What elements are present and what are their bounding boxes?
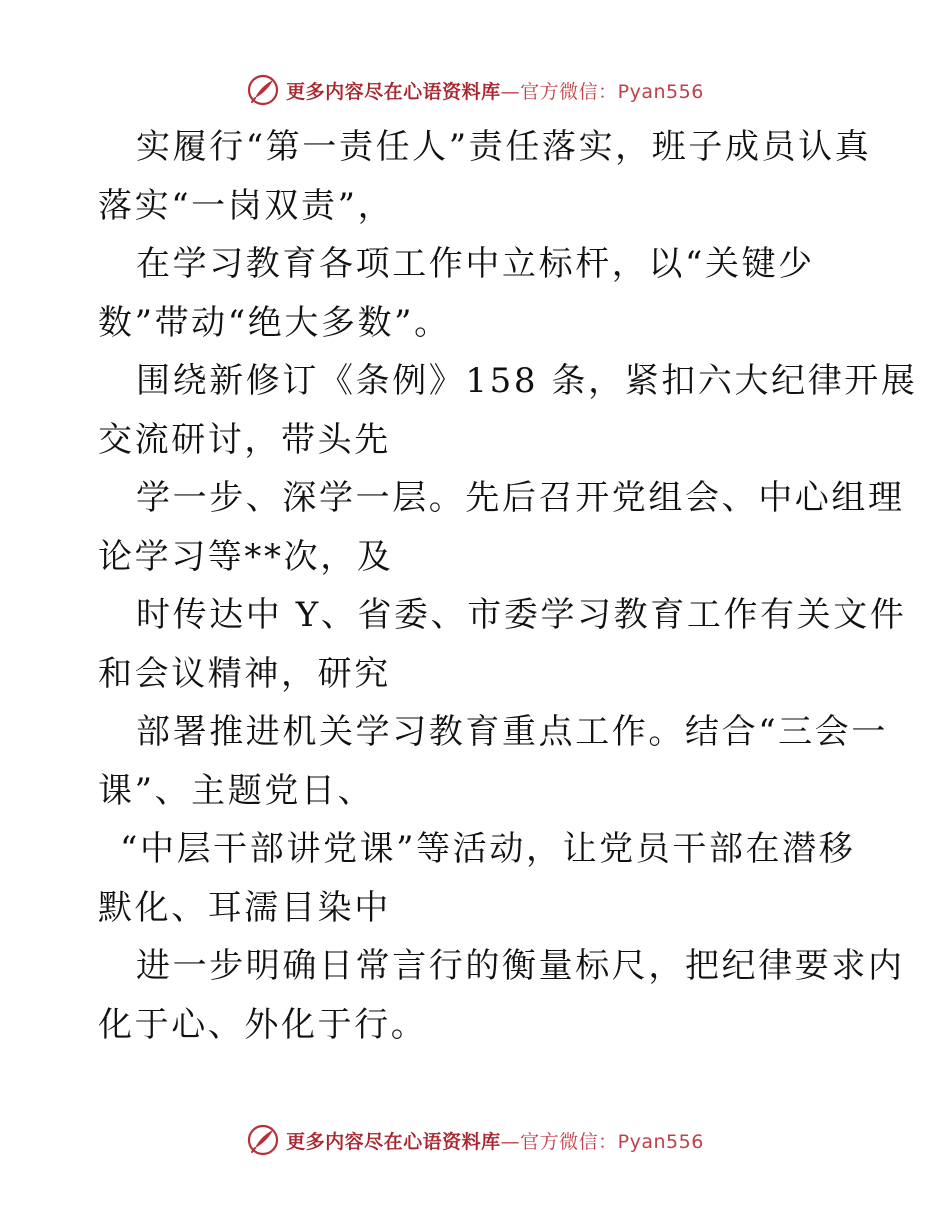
text-line: 落实“一岗双责”， xyxy=(98,185,395,226)
text-line: 课”、主题党日、 xyxy=(98,770,375,811)
header-brand: 更多内容尽在心语资料库 xyxy=(286,80,501,103)
text-line: 在学习教育各项工作中立标杆，以“关键少 xyxy=(136,244,815,284)
text-line: 学一步、深学一层。先后召开党组会、中心组理 xyxy=(136,478,905,518)
footer-brand: 更多内容尽在心语资料库 xyxy=(286,1130,501,1153)
feather-pen-logo-icon xyxy=(246,73,280,107)
text-line: 默化、耳濡目染中 xyxy=(98,887,391,928)
text-line: 数”带动“绝大多数”。 xyxy=(98,302,451,343)
text-line: 时传达中 Y、省委、市委学习教育工作有关文件 xyxy=(136,595,907,635)
text-line: 部署推进机关学习教育重点工作。结合“三会一 xyxy=(136,712,888,752)
footer-separator: — xyxy=(500,1130,521,1153)
footer-banner-text xyxy=(286,1127,704,1154)
header-separator: — xyxy=(500,80,521,103)
feather-pen-logo-icon xyxy=(246,1123,280,1157)
text-line: 论学习等**次，及 xyxy=(98,536,394,577)
header-banner xyxy=(0,70,950,110)
header-banner-text xyxy=(286,77,704,104)
header-contact: 官方微信：Pyan556 xyxy=(520,80,704,103)
text-line: 交流研讨，带头先 xyxy=(98,419,391,460)
footer-contact: 官方微信：Pyan556 xyxy=(520,1130,704,1153)
document-body xyxy=(98,118,918,1054)
text-line: 和会议精神，研究 xyxy=(98,653,391,694)
text-line: 实履行“第一责任人”责任落实，班子成员认真 xyxy=(136,127,872,167)
text-line: 围绕新修订《条例》158 条，紧扣六大纪律开展 xyxy=(136,361,918,401)
text-line: “中层干部讲党课”等活动，让党员干部在潜移 xyxy=(120,829,856,869)
text-line: 进一步明确日常言行的衡量标尺，把纪律要求内 xyxy=(136,946,905,986)
text-line: 化于心、外化于行。 xyxy=(98,1004,428,1045)
footer-banner xyxy=(0,1120,950,1160)
